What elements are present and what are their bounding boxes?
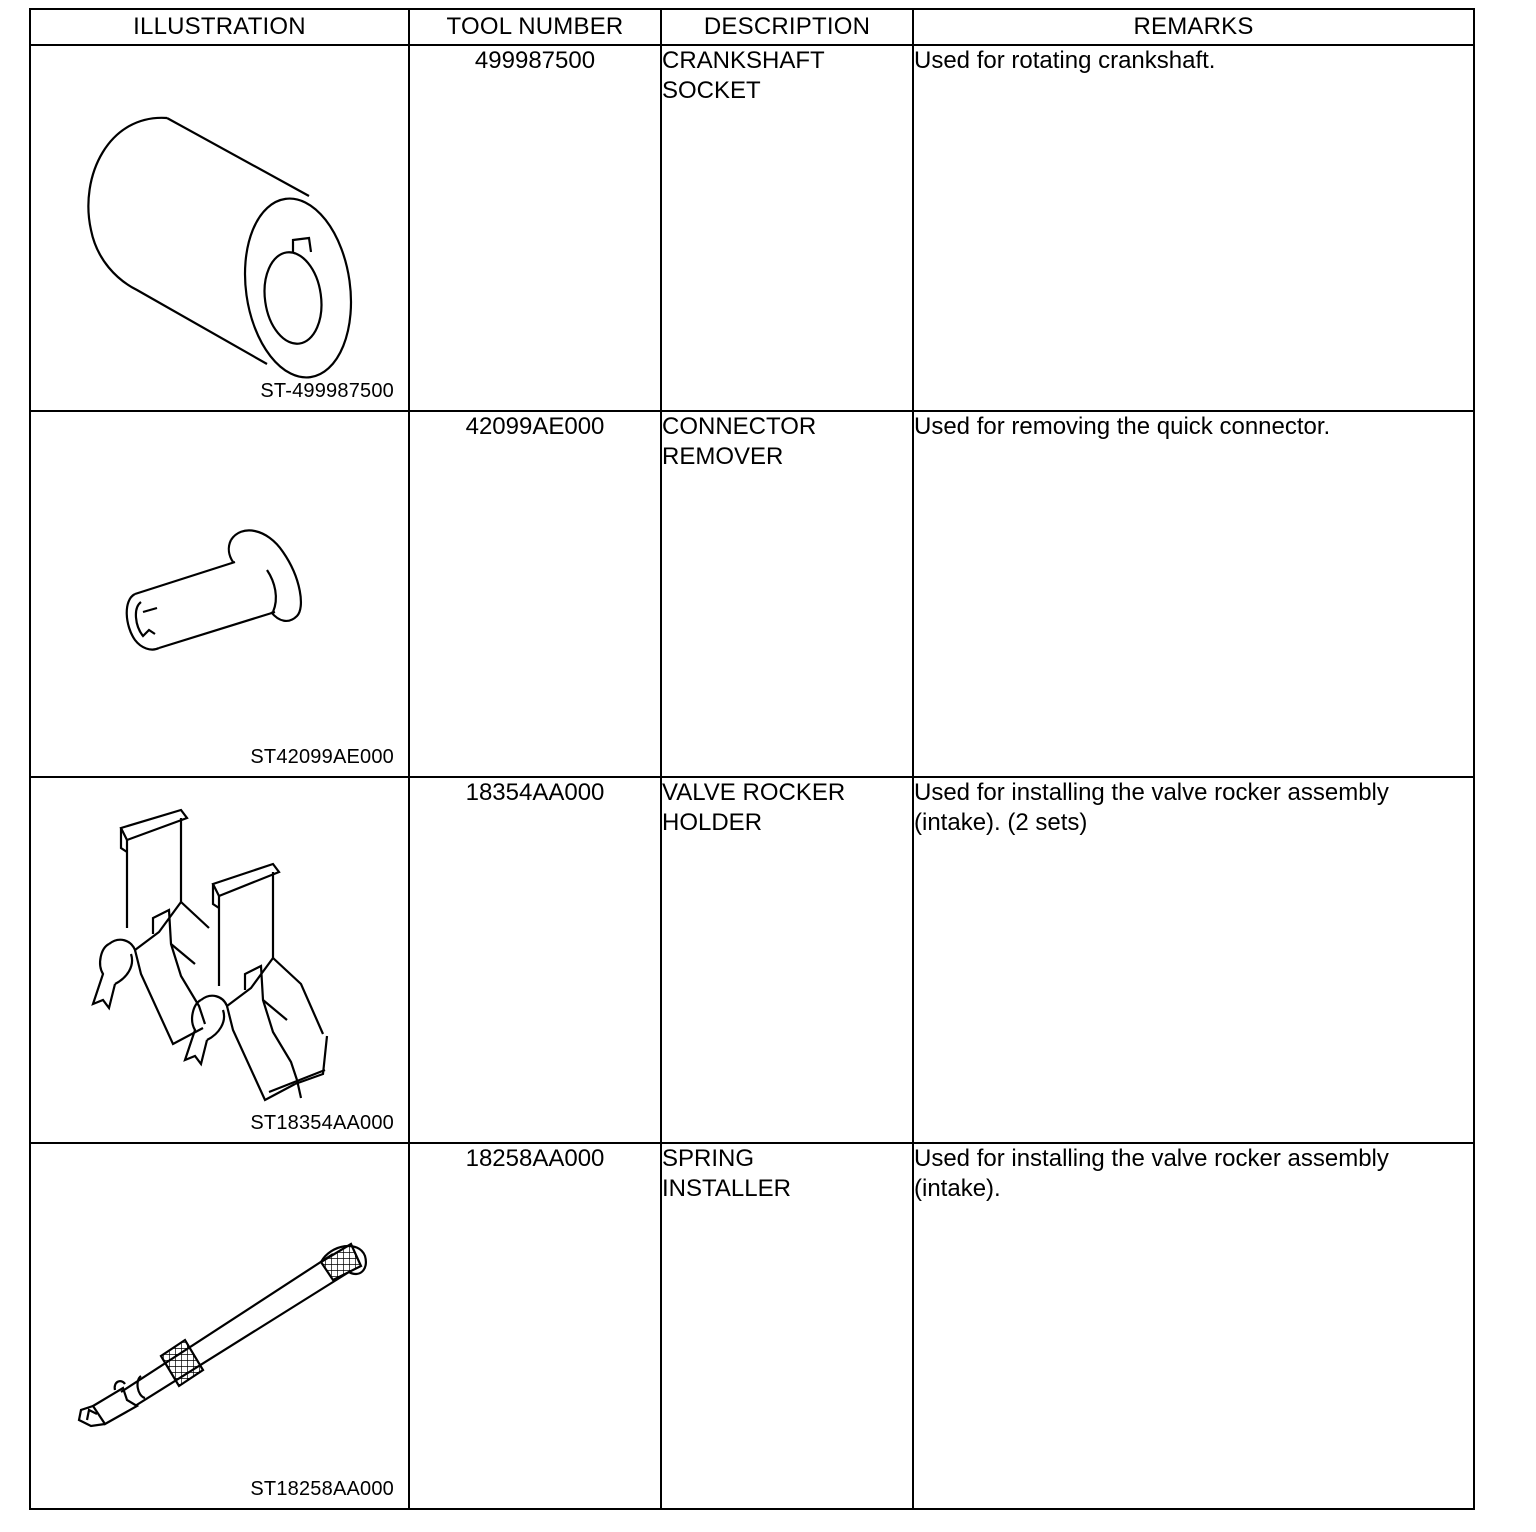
description-line: VALVE ROCKER <box>662 779 846 806</box>
description-line: REMOVER <box>662 443 784 470</box>
header-description: DESCRIPTION <box>661 9 913 45</box>
table-row <box>30 777 1474 1143</box>
tool-number-cell: 499987500 <box>409 45 661 411</box>
remarks-cell <box>913 45 1474 411</box>
remarks-line: Used for installing the valve rocker assembly <box>914 779 1389 806</box>
remarks-cell <box>913 411 1474 777</box>
remarks-line: (intake). (2 sets) <box>914 809 1088 836</box>
header-tool-number: TOOL NUMBER <box>409 9 661 45</box>
description-line: CONNECTOR <box>662 413 817 440</box>
description-line: SPRING <box>662 1145 755 1172</box>
description-cell <box>661 45 913 411</box>
remarks-line: Used for rotating crankshaft. <box>914 47 1216 74</box>
remarks-line: Used for installing the valve rocker assembly <box>914 1145 1389 1172</box>
description-line: SOCKET <box>662 77 761 104</box>
description-line: CRANKSHAFT <box>662 47 825 74</box>
description-cell <box>661 1143 913 1509</box>
illustration-code: ST18354AA000 <box>250 1112 394 1134</box>
illustration-cell <box>30 411 409 777</box>
description-line: INSTALLER <box>662 1175 791 1202</box>
description-cell <box>661 777 913 1143</box>
connector-remover-illustration <box>31 412 410 776</box>
table-header-row <box>30 9 1474 45</box>
remarks-cell <box>913 1143 1474 1509</box>
illustration-code: ST18258AA000 <box>250 1478 394 1500</box>
table-row <box>30 45 1474 411</box>
illustration-cell <box>30 45 409 411</box>
tool-number-cell: 18258AA000 <box>409 1143 661 1509</box>
remarks-line: (intake). <box>914 1175 1001 1202</box>
special-tools-table <box>29 8 1475 1510</box>
table-row <box>30 411 1474 777</box>
description-cell <box>661 411 913 777</box>
table-row <box>30 1143 1474 1509</box>
illustration-cell <box>30 777 409 1143</box>
remarks-line: Used for removing the quick connector. <box>914 413 1331 440</box>
illustration-code: ST42099AE000 <box>250 746 394 768</box>
illustration-code: ST-499987500 <box>260 380 394 402</box>
tool-number-cell: 18354AA000 <box>409 777 661 1143</box>
description-line: HOLDER <box>662 809 763 836</box>
tool-number-cell: 42099AE000 <box>409 411 661 777</box>
header-illustration: ILLUSTRATION <box>30 9 409 45</box>
illustration-cell <box>30 1143 409 1509</box>
valve-rocker-holder-illustration <box>31 778 410 1142</box>
remarks-cell <box>913 777 1474 1143</box>
header-remarks: REMARKS <box>913 9 1474 45</box>
crankshaft-socket-illustration <box>31 46 410 410</box>
spring-installer-illustration <box>31 1144 410 1508</box>
